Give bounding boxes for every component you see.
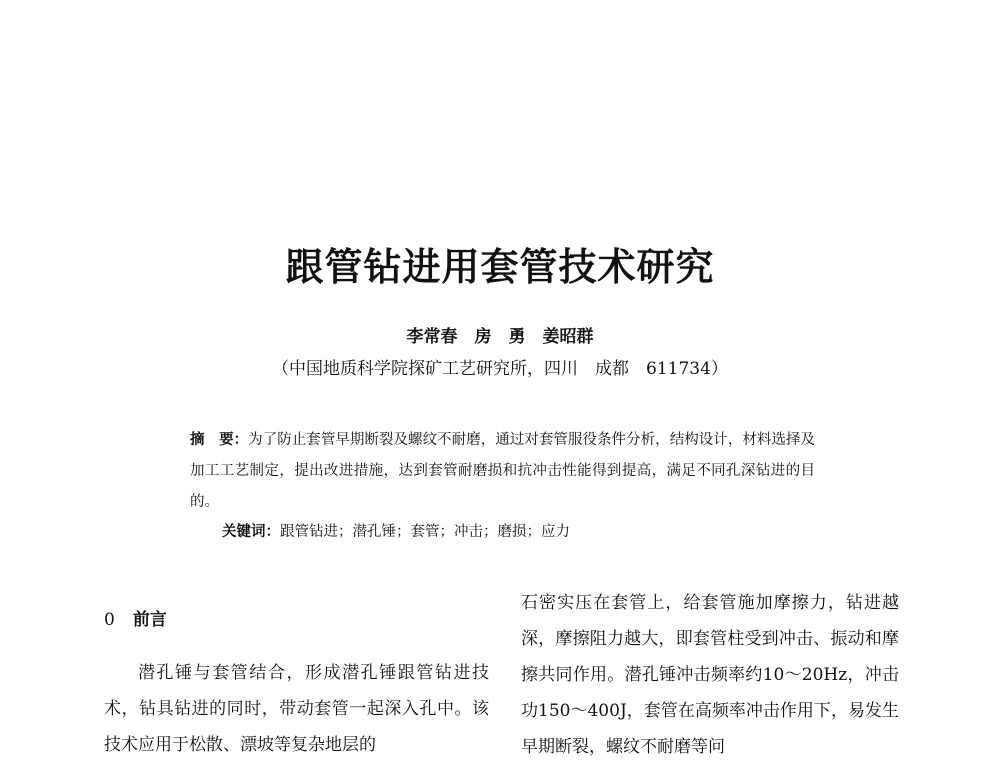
keywords bbox=[222, 519, 822, 545]
abstract bbox=[190, 425, 815, 518]
body-column-left: 潜孔锤与套管结合，形成潜孔锤跟管钻进技术，钻具钻进的同时，带动套管一起深入孔中。该技术应用于松散、漂坡等复杂地层的 bbox=[104, 663, 489, 755]
section-number: 0 bbox=[104, 610, 115, 630]
author-affiliation: （中国地质科学院探矿工艺研究所，四川 成都 611734） bbox=[272, 359, 728, 379]
author-list: 李常春 房 勇 姜昭群 bbox=[406, 327, 594, 347]
keywords-text: 跟管钻进；潜孔锤；套管；冲击；磨损；应力 bbox=[280, 524, 570, 540]
abstract-text: 为了防止套管早期断裂及螺纹不耐磨，通过对套管服役条件分析，结构设计，材料选择及加工工艺制定，提出改进措施，达到套管耐磨损和抗冲击性能得到提高，满足不同孔深钻进的目的。 bbox=[190, 432, 816, 510]
paper-title: 跟管钻进用套管技术研究 bbox=[285, 245, 715, 289]
section-heading bbox=[104, 605, 167, 630]
body-column-right: 石密实压在套管上，给套管施加摩擦力，钻进越深，摩擦阻力越大，即套管柱受到冲击、振动和摩擦共同作用。潜孔锤冲击频率约10～20Hz，冲击功150～400J，套管在高频率冲击作用下，易发生早期断裂，螺纹不耐磨等问 bbox=[521, 593, 899, 757]
section-title: 前言 bbox=[132, 610, 167, 630]
keywords-label: 关键词： bbox=[222, 524, 280, 540]
abstract-label: 摘 要： bbox=[190, 432, 249, 448]
